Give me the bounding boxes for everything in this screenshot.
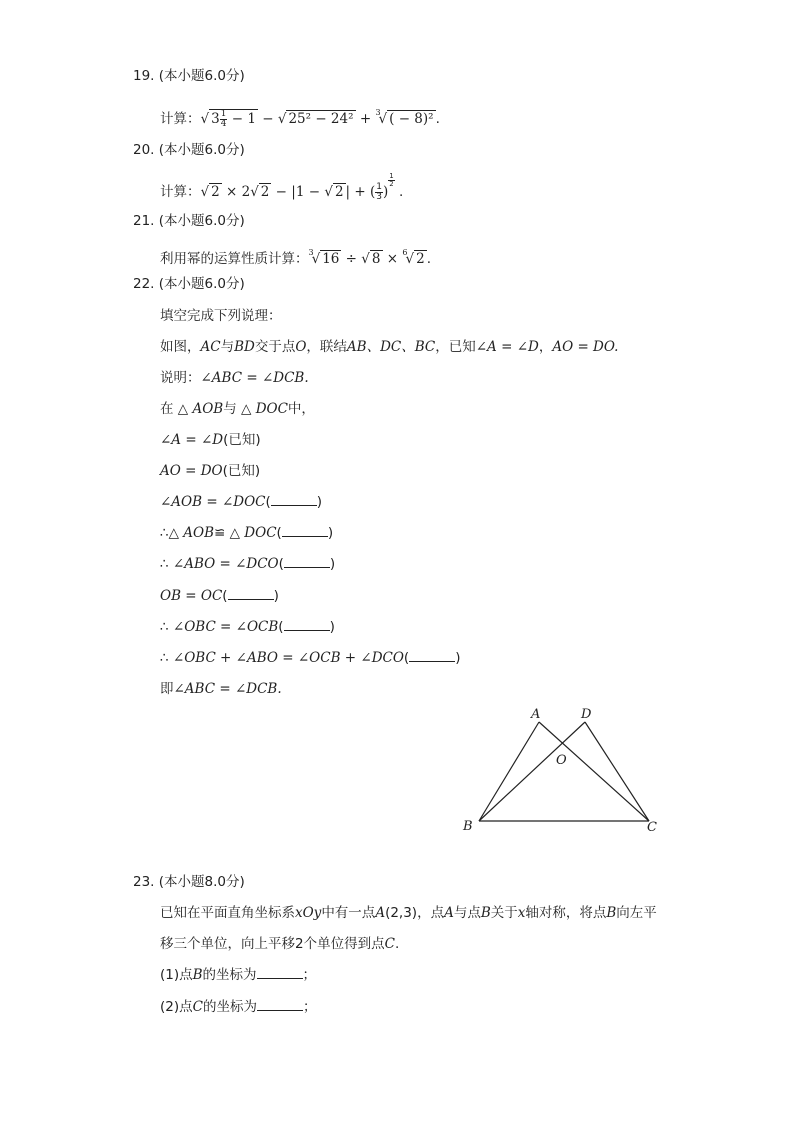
q20-number: 20. bbox=[133, 142, 155, 158]
q22-step-5: ∴ ∠ABO = ∠DCO( ) bbox=[160, 556, 336, 572]
q22-number: 22. bbox=[133, 276, 155, 292]
label-d: D bbox=[581, 707, 592, 722]
label-b: B bbox=[463, 819, 473, 834]
q23-score: (本小题8.0分) bbox=[158, 874, 245, 890]
q23-part-2: (2)点C的坐标为 ； bbox=[160, 999, 317, 1015]
q22-score: (本小题6.0分) bbox=[158, 276, 245, 292]
answer-blank[interactable] bbox=[282, 524, 328, 537]
q19-number: 19. bbox=[133, 68, 155, 84]
answer-blank[interactable] bbox=[284, 618, 330, 631]
q22-step-4: ∴△ AOB≌ △ DOC( ) bbox=[160, 525, 334, 541]
answer-blank[interactable] bbox=[228, 587, 274, 600]
q22-step-7: ∴ ∠OBC = ∠OCB( ) bbox=[160, 619, 335, 635]
segment-bd bbox=[479, 722, 585, 821]
q23-line-2: 移三个单位，向上平移2个单位得到点C. bbox=[160, 936, 400, 952]
q20-header-line bbox=[133, 140, 245, 160]
segment-ab bbox=[479, 722, 539, 821]
q22-conclusion: 即∠ABC = ∠DCB. bbox=[160, 681, 282, 697]
q22-in-triangles: 在 △ AOB与 △ DOC中， bbox=[160, 401, 315, 417]
q23-part-1: (1)点B的坐标为 ； bbox=[160, 967, 317, 983]
q23-number: 23. bbox=[133, 874, 155, 890]
q20-problem: 计算：√ 2 × 2√ 2 − |1 − √ 2 | + ( $\frac{1}{3}$ ) $\frac{1}{2}$ . bbox=[160, 172, 404, 202]
q23-header-line bbox=[133, 872, 245, 892]
q22-step-6: OB = OC( ) bbox=[160, 588, 279, 604]
label-o: O bbox=[556, 753, 567, 768]
label-a: A bbox=[531, 707, 541, 722]
q22-intro: 填空完成下列说理： bbox=[160, 308, 282, 324]
q22-header-line bbox=[133, 274, 245, 294]
q23-line-1: 已知在平面直角坐标系xOy中有一点A(2,3)，点A与点B关于x轴对称，将点B向左平 bbox=[160, 905, 657, 921]
q19-header-line bbox=[133, 66, 245, 86]
answer-blank[interactable] bbox=[284, 555, 330, 568]
q22-step-2: AO = DO(已知) bbox=[160, 463, 261, 479]
q20-score: (本小题6.0分) bbox=[158, 142, 245, 158]
q22-given: 如图，AC与BD交于点O，联结AB、DC、BC，已知∠A = ∠D，AO = DO. bbox=[160, 339, 619, 355]
triangle-figure bbox=[455, 700, 665, 840]
q19-radical-2: 25² − 24² bbox=[288, 111, 354, 127]
answer-blank[interactable] bbox=[257, 998, 303, 1011]
q19-radical-3: ( − 8)² bbox=[389, 111, 434, 127]
q19-radical-1: 3 $\frac{1}{4}$ − 1 bbox=[211, 109, 256, 129]
q21-header-line bbox=[133, 211, 245, 231]
answer-blank[interactable] bbox=[409, 649, 455, 662]
q21-problem: 利用幂的运算性质计算：$^3$√ 16 ÷ √ 8 × $^6$√ 2 . bbox=[160, 248, 431, 267]
label-c: C bbox=[647, 820, 657, 835]
answer-blank[interactable] bbox=[271, 493, 317, 506]
q21-number: 21. bbox=[133, 213, 155, 229]
q22-step-8: ∴ ∠OBC + ∠ABO = ∠OCB + ∠DCO( ) bbox=[160, 650, 461, 666]
q22-step-3: ∠AOB = ∠DOC( ) bbox=[160, 494, 323, 510]
q22-step-1: ∠A = ∠D(已知) bbox=[160, 432, 261, 448]
q19-problem: 计算：√ 3 $\frac{1}{4}$ − 1 − √ 25² − 24² + $^3$√ ( − 8)² . bbox=[160, 108, 440, 129]
q19-score: (本小题6.0分) bbox=[158, 68, 245, 84]
q21-score: (本小题6.0分) bbox=[158, 213, 245, 229]
q22-explain: 说明：∠ABC = ∠DCB. bbox=[160, 370, 309, 386]
answer-blank[interactable] bbox=[257, 966, 303, 979]
